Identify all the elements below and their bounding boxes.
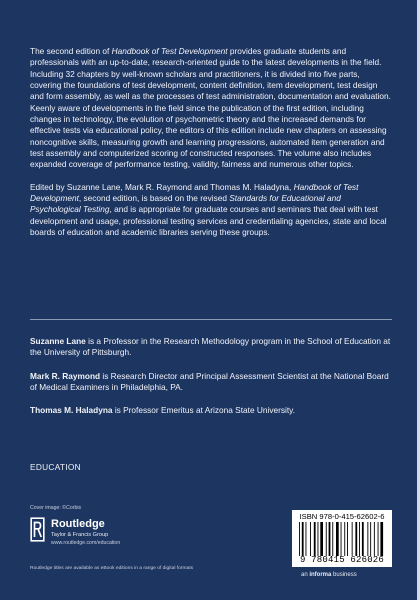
author-bios: [30, 336, 392, 429]
publisher-name: Routledge: [51, 518, 105, 530]
author-bio: Mark R. Raymond is Research Director and Principal Assessment Scientist at the National Board of Medical Examiners in Philadelphia, PA.: [30, 370, 389, 393]
author-bio: Suzanne Lane is a Professor in the Research Methodology program in the School of Education at the University of Pittsburgh.: [30, 336, 391, 358]
publisher-logo: [30, 517, 130, 547]
barcode-bar: [318, 522, 319, 556]
ebook-note: Routledge titles are available as eBook editions in a range of digital formats: [30, 566, 194, 571]
description-paragraph-1: The second edition of Handbook of Test Development provides graduate students and professionals with an up-to-date, research-oriented guide to the latest developments in the field. Including 32 chapters by well-known scholars and practitioners, it is divided into five parts, covering the foundations of test development, content definition, item development, test design and form assembly, as well as the processes of test administration, documentation and evaluation. Keenly aware of developments in the field since the publication of the first edition, including changes in technology, the evolution of psychometric theory and the increased demands for effective tests via educational policy, the editors of this edition include new chapters on assessing noncognitive skills, measuring growth and learning progressions, automated item generation and test assembly and computerized scoring of constructed responses. The volume also includes expanded coverage of performance testing, validity, fairness and numerous other topics.: [30, 46, 391, 170]
publisher-url: www.routledge.com/education: [51, 540, 121, 546]
barcode-bar: [310, 522, 311, 556]
description-paragraph-2: Edited by Suzanne Lane, Mark R. Raymond and Thomas M. Haladyna, Handbook of Test Development, second edition, is based on the revised Standards for Educational and Psychological Testing, and is appropriate for graduate courses and seminars that deal with test development and usage, professional testing services and credentialing agencies, state and local boards of education and academic libraries serving these groups.: [30, 181, 387, 238]
barcode-bar: [378, 522, 379, 556]
barcode-bar: [326, 522, 327, 556]
book-title: Handbook of Test Development: [111, 46, 228, 56]
author-name: Thomas M. Haladyna: [30, 405, 113, 416]
barcode-bar: [302, 522, 304, 556]
cover-image-credit: Cover image: ©Corbis: [30, 505, 82, 511]
informa-wordmark: informa: [309, 572, 332, 578]
isbn-label: ISBN 978-0-415-62602-6: [299, 512, 385, 521]
barcode-bar: [332, 522, 333, 556]
barcode: [298, 522, 387, 556]
barcode-bar: [336, 522, 339, 556]
informa-business-tagline: an informa business: [301, 572, 357, 578]
barcode-bar: [347, 522, 348, 556]
barcode-bar: [359, 522, 360, 556]
barcode-bar: [370, 522, 371, 556]
barcode-bar: [352, 522, 353, 556]
barcode-bar: [374, 522, 375, 556]
section-divider: [30, 319, 392, 320]
barcode-bar: [329, 522, 331, 556]
barcode-bar: [306, 522, 307, 556]
barcode-bar: [341, 522, 342, 556]
subject-category: EDUCATION: [30, 462, 81, 472]
standards-title: Standards for Educational and Psychological Testing: [30, 193, 341, 215]
routledge-r-icon: [30, 517, 46, 543]
barcode-bar: [380, 522, 383, 556]
publisher-group: Taylor & Francis Group: [51, 532, 109, 538]
author-name: Suzanne Lane: [30, 336, 86, 346]
book-title: Handbook of Test Development: [30, 181, 359, 204]
author-name: Mark R. Raymond: [30, 370, 101, 381]
barcode-bar: [355, 522, 357, 556]
barcode-bar: [367, 522, 368, 556]
barcode-bar: [314, 522, 316, 556]
barcode-bar: [299, 522, 300, 556]
isbn-barcode-box: [292, 510, 392, 567]
barcode-digits: 9 780415 626026: [299, 555, 384, 565]
barcode-bar: [362, 522, 364, 556]
barcode-bar: [320, 522, 323, 556]
author-bio: Thomas M. Haladyna is Professor Emeritus at Arizona State University.: [30, 405, 295, 416]
barcode-bar: [344, 522, 345, 556]
description-blurb: [30, 46, 392, 250]
